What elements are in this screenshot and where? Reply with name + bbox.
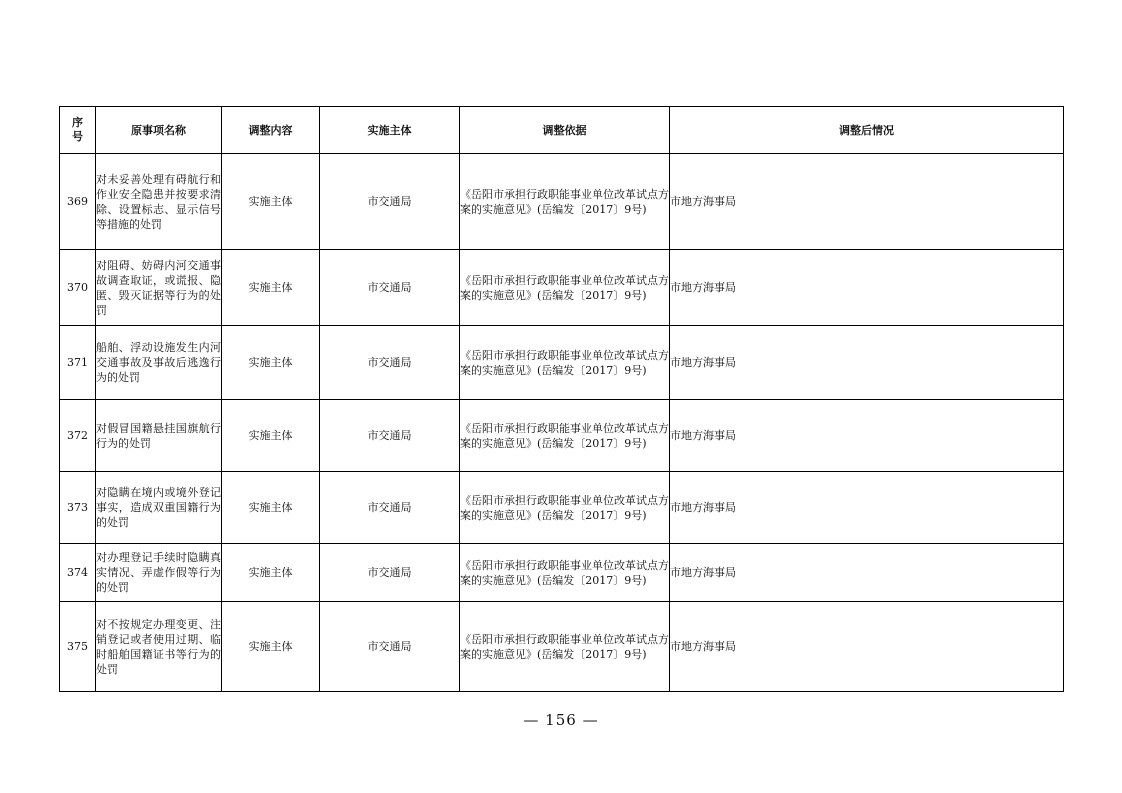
cell-seq: 375 <box>60 602 96 692</box>
cell-seq: 371 <box>60 326 96 400</box>
table-header-row <box>60 107 1064 154</box>
header-seq-line2: 号 <box>72 130 83 143</box>
cell-basis: 《岳阳市承担行政职能事业单位改革试点方案的实施意见》(岳编发〔2017〕9号) <box>460 400 670 472</box>
cell-name: 对隐瞒在境内或境外登记事实，造成双重国籍行为的处罚 <box>96 472 222 544</box>
header-org: 实施主体 <box>320 107 460 154</box>
header-after: 调整后情况 <box>670 107 1064 154</box>
cell-basis: 《岳阳市承担行政职能事业单位改革试点方案的实施意见》(岳编发〔2017〕9号) <box>460 326 670 400</box>
table-row <box>60 154 1064 250</box>
cell-basis: 《岳阳市承担行政职能事业单位改革试点方案的实施意见》(岳编发〔2017〕9号) <box>460 472 670 544</box>
cell-org: 市交通局 <box>320 154 460 250</box>
table-row <box>60 544 1064 602</box>
cell-seq: 372 <box>60 400 96 472</box>
cell-content: 实施主体 <box>222 250 320 326</box>
cell-content: 实施主体 <box>222 154 320 250</box>
cell-after: 市地方海事局 <box>670 472 1064 544</box>
table-row <box>60 400 1064 472</box>
cell-name: 对假冒国籍悬挂国旗航行行为的处罚 <box>96 400 222 472</box>
adjustment-table <box>59 106 1064 692</box>
cell-name: 对办理登记手续时隐瞒真实情况、弄虚作假等行为的处罚 <box>96 544 222 602</box>
cell-basis: 《岳阳市承担行政职能事业单位改革试点方案的实施意见》(岳编发〔2017〕9号) <box>460 154 670 250</box>
cell-seq: 369 <box>60 154 96 250</box>
cell-content: 实施主体 <box>222 602 320 692</box>
cell-org: 市交通局 <box>320 602 460 692</box>
cell-basis: 《岳阳市承担行政职能事业单位改革试点方案的实施意见》(岳编发〔2017〕9号) <box>460 602 670 692</box>
cell-seq: 373 <box>60 472 96 544</box>
cell-seq: 374 <box>60 544 96 602</box>
cell-name: 船舶、浮动设施发生内河交通事故及事故后逃逸行为的处罚 <box>96 326 222 400</box>
cell-basis: 《岳阳市承担行政职能事业单位改革试点方案的实施意见》(岳编发〔2017〕9号) <box>460 544 670 602</box>
cell-org: 市交通局 <box>320 400 460 472</box>
cell-org: 市交通局 <box>320 544 460 602</box>
cell-content: 实施主体 <box>222 326 320 400</box>
cell-name: 对未妥善处理有碍航行和作业安全隐患并按要求清除、设置标志、显示信号等措施的处罚 <box>96 154 222 250</box>
cell-after: 市地方海事局 <box>670 544 1064 602</box>
header-name: 原事项名称 <box>96 107 222 154</box>
page-number: — 156 — <box>523 711 599 729</box>
cell-seq: 370 <box>60 250 96 326</box>
cell-content: 实施主体 <box>222 400 320 472</box>
cell-content: 实施主体 <box>222 472 320 544</box>
table-row <box>60 602 1064 692</box>
table-row <box>60 326 1064 400</box>
cell-after: 市地方海事局 <box>670 154 1064 250</box>
header-basis: 调整依据 <box>460 107 670 154</box>
table-row <box>60 472 1064 544</box>
cell-after: 市地方海事局 <box>670 326 1064 400</box>
cell-after: 市地方海事局 <box>670 250 1064 326</box>
cell-content: 实施主体 <box>222 544 320 602</box>
cell-after: 市地方海事局 <box>670 400 1064 472</box>
cell-basis: 《岳阳市承担行政职能事业单位改革试点方案的实施意见》(岳编发〔2017〕9号) <box>460 250 670 326</box>
cell-org: 市交通局 <box>320 472 460 544</box>
cell-name: 对阻碍、妨碍内河交通事故调查取证，或谎报、隐匿、毁灭证据等行为的处罚 <box>96 250 222 326</box>
cell-name: 对不按规定办理变更、注销登记或者使用过期、临时船舶国籍证书等行为的处罚 <box>96 602 222 692</box>
cell-after: 市地方海事局 <box>670 602 1064 692</box>
cell-org: 市交通局 <box>320 326 460 400</box>
header-content: 调整内容 <box>222 107 320 154</box>
cell-org: 市交通局 <box>320 250 460 326</box>
header-seq <box>60 107 96 154</box>
table-row <box>60 250 1064 326</box>
header-seq-line1: 序 <box>72 116 83 129</box>
